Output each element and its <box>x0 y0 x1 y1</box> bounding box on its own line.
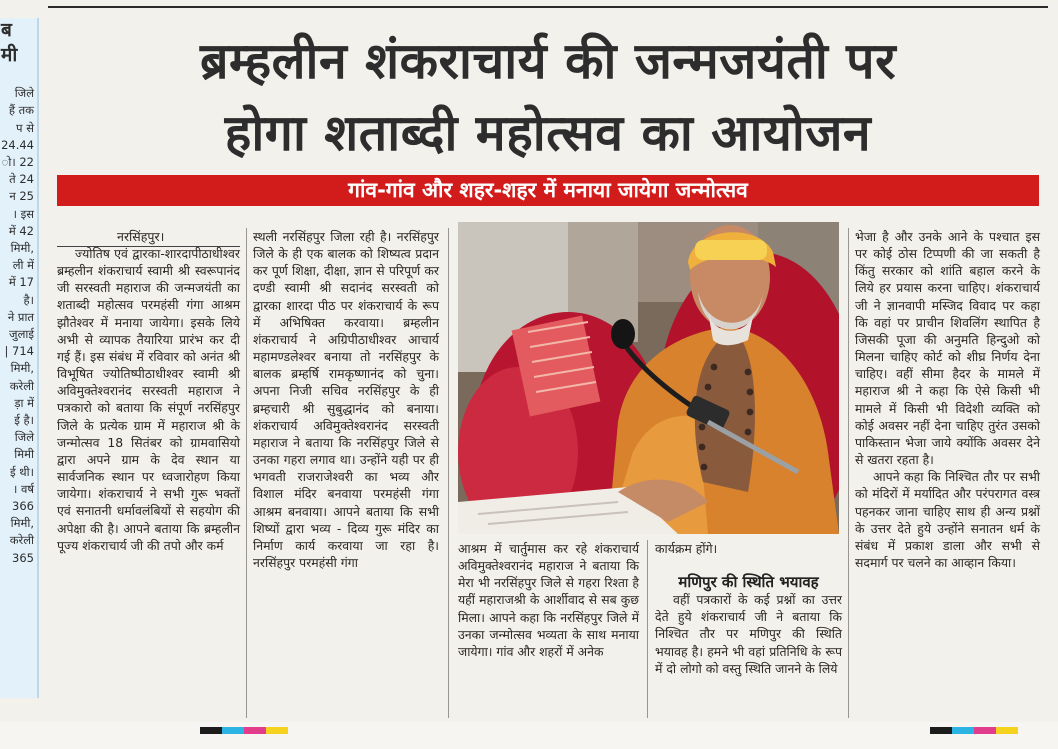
strip-line: ली में <box>12 258 34 273</box>
headline-line-2: होगा शताब्दी महोत्सव का आयोजन <box>224 104 872 162</box>
strip-line: मिमी <box>14 447 34 462</box>
strip-line: ने प्रात <box>7 309 34 324</box>
column-divider <box>848 228 849 718</box>
strip-line: जिले <box>14 86 34 101</box>
strip-line: | 714 <box>4 344 34 359</box>
registration-mark <box>952 727 974 734</box>
strip-line: में 17 <box>8 275 34 290</box>
strip-line: । इस <box>12 206 34 221</box>
strip-line: 24.44 <box>1 137 34 152</box>
column-divider <box>448 228 449 718</box>
column-divider <box>246 228 247 718</box>
strip-line: प से <box>16 120 34 135</box>
strip-line: ब <box>1 19 12 41</box>
registration-mark <box>996 727 1018 734</box>
top-rule <box>48 6 1048 8</box>
column-4-top-text: कार्यक्रम होंगे। <box>655 541 718 556</box>
strip-line: मिमी, <box>10 241 34 256</box>
column-5-text-a: भेजा है और उनके आने के पश्चात इस पर कोई ठोस टिप्पणी की जा सकती है किंतु सरकार को शांति बहाल करने के लिये हर प्रयास करना चाहिए। शंकराचार्य जी ने ज्ञानवापी मस्जिद विवाद पर कहा कि वहां पर प्राचीन शिवलिंग स्थापित है जिसकी पूजा की अनुमति हिन्दुओ को मिलना चाहिए कोर्ट को शीघ्र निर्णय देना चाहिए। वहीं सीमा हैदर के मामले में महाराज श्री ने कहा कि ऐसे किसी भी मामले में किसी भी विदेशी व्यक्ति को कोई अवसर नहीं देना चाहिए तुरंत उसको पाकिस्तान भेजा जाये क्योंकि अवसर देने से खतरा रहता है। <box>855 229 1040 468</box>
article-column-2 <box>253 228 439 571</box>
column-3-text: आश्रम में चार्तुमास कर रहे शंकराचार्य अविमुक्तेश्वरानंद महाराज ने बताया कि मेरा भी नरसिंहपुर जिले से गहरा रिश्ता है यहीं महाराजश्री के आर्शीवाद से सब कुछ मिला। आपने कहा कि नरसिंहपुर जिले में उनका जन्मोत्सव भव्यता के साथ मनाया जायेगा। गांव और शहरों में अनेक <box>458 541 639 659</box>
strip-line: हैं तक <box>8 103 34 118</box>
strip-line: जुलाई <box>9 327 34 342</box>
dateline-text: नरसिंहपुर। <box>117 229 165 244</box>
article-column-1 <box>57 245 240 554</box>
page-bottom-margin <box>0 722 1058 749</box>
strip-line: ई थी। <box>10 464 34 479</box>
strip-line: ड़ा में <box>14 395 34 410</box>
strip-line: करेली <box>9 533 34 548</box>
strip-line: है। <box>23 292 34 307</box>
strip-line: करेली <box>9 378 34 393</box>
registration-mark <box>930 727 952 734</box>
manipur-subheading: मणिपुर की स्थिति भयावह <box>678 573 819 591</box>
seer-photo <box>458 222 839 534</box>
strip-line: मी <box>1 44 18 66</box>
strip-line: में 42 <box>8 223 34 238</box>
strip-line: 366 <box>12 499 34 514</box>
adjacent-column-strip <box>0 18 39 698</box>
strip-line: ते 24 <box>9 172 34 187</box>
strip-line: जिले <box>14 430 34 445</box>
strip-line: ो। 22 <box>1 155 34 170</box>
strip-line: । वर्ष <box>12 481 34 496</box>
column-1-text: ज्योतिष एवं द्वारका-शारदापीठाधीश्वर ब्रम्हलीन शंकराचार्य स्वामी श्री स्वरूपानंद जी सरस्वती महाराज की जन्मजयंती का शताब्दी महोत्सव परमहंसी गंगा आश्रम झौतेश्वर में मनाया जायेगा। इसके लिये अभी से व्यापक तैयारिया प्रारंभ कर दी गई हैं। इस संबंध में रविवार को अनंत श्री विभूषित ज्योतिष्पीठाधीश्वर स्वामी श्री अविमुक्तेश्वरानंद सरस्वती महाराज ने पत्रकारो को बताया कि संपूर्ण नरसिंहपुर जिले के प्रत्येक ग्राम में महाराज श्री के जन्मोत्सव 18 सितंबर को ग्रामवासियो द्वारा अपने ग्राम के देव स्थान या सार्वजनिक स्थान पर ध्वजारोहण किया जायेगा। शंकराचार्य ने सभी गुरू भक्तों एवं सनातनी धर्मावलंबियों से सहयोग की अपेक्षा की है। आपने बताया कि ब्रम्हलीन पूज्य शंकराचार्य जी की तपो और कर्म <box>57 246 240 553</box>
strip-line: ई है। <box>14 413 34 428</box>
article-column-4 <box>655 540 842 677</box>
strip-line: 365 <box>12 550 34 565</box>
registration-mark <box>244 727 266 734</box>
column-2-text: स्थली नरसिंहपुर जिला रही है। नरसिंहपुर जिले के ही एक बालक को शिष्यत्व प्रदान कर पूर्ण शिक्षा, दीक्षा, ज्ञान से परिपूर्ण कर दण्डी स्वामी श्री सदानंद सरस्वती को द्वारका शारदा पीठ पर शंकराचार्य के रूप में अभिषिक्त करवाया। ब्रम्हलीन शंकराचार्य ने अग्रिपीठाधीश्वर आचार्य महामण्डलेश्वर बनाया तो नरसिंहपुर के बालक ब्रम्हर्षि रामकृष्णानंद को चुना। अपना निजी सचिव नरसिंहपुर के ही ब्रम्हचारी श्री सुबुद्धानंद को बनाया। शंकराचार्य अविमुक्तेश्वरानंद सरस्वती महाराज ने बताया कि नरसिंहपुर जिले से उनका गहरा लगाव था। उन्होंने यही पर ही भगवती राजराजेश्वरी का भव्य और विशाल मंदिर बनवाया परमहंसी गंगा आश्रम बनवाया। आपने बताया कि सभी शिष्यों द्वारा भव्य - दिव्य गुरू मंदिर का निर्माण कार्य करवाया जा रहा है। नरसिंहपुर परमहंसी गंगा <box>253 229 439 570</box>
strip-line: मिमी, <box>10 516 34 531</box>
headline-line-1: ब्रम्हलीन शंकराचार्य की जन्मजयंती पर <box>199 32 897 90</box>
article-column-5 <box>855 228 1040 571</box>
registration-mark <box>200 727 222 734</box>
article-column-3 <box>458 540 639 660</box>
column-5-text-b: आपने कहा कि निश्चित तौर पर सभी को मंदिरों में मर्यादित और परंपरागत वस्त्र पहनकर जाना चाहिए साथ ही अन्य प्रश्नों के उत्तर देते हुये उन्होंने सनातन धर्म के संबंध में प्रकाश डाला और सभी से सदमार्ग पर चलने का आव्हान किया। <box>855 469 1040 570</box>
subheadline-banner: गांव-गांव और शहर-शहर में मनाया जायेगा जन्मोत्सव <box>57 175 1039 206</box>
registration-mark <box>222 727 244 734</box>
strip-line: मिमी, <box>10 361 34 376</box>
strip-line: न 25 <box>9 189 34 204</box>
seer-photo-illustration <box>458 222 839 534</box>
column-4-text: वहीं पत्रकारों के कई प्रश्नों का उत्तर देते हुये शंकराचार्य जी ने बताया कि निश्चित तौर पर मणिपुर की स्थिति भयावह है। हमने भी वहां प्रतिनिधि के रूप में दो लोगो को वस्तु स्थिति जानने के लिये <box>655 592 842 676</box>
strip-line <box>0 68 37 85</box>
registration-mark <box>974 727 996 734</box>
headline <box>48 25 1048 169</box>
registration-mark <box>266 727 288 734</box>
column-divider <box>647 540 648 718</box>
